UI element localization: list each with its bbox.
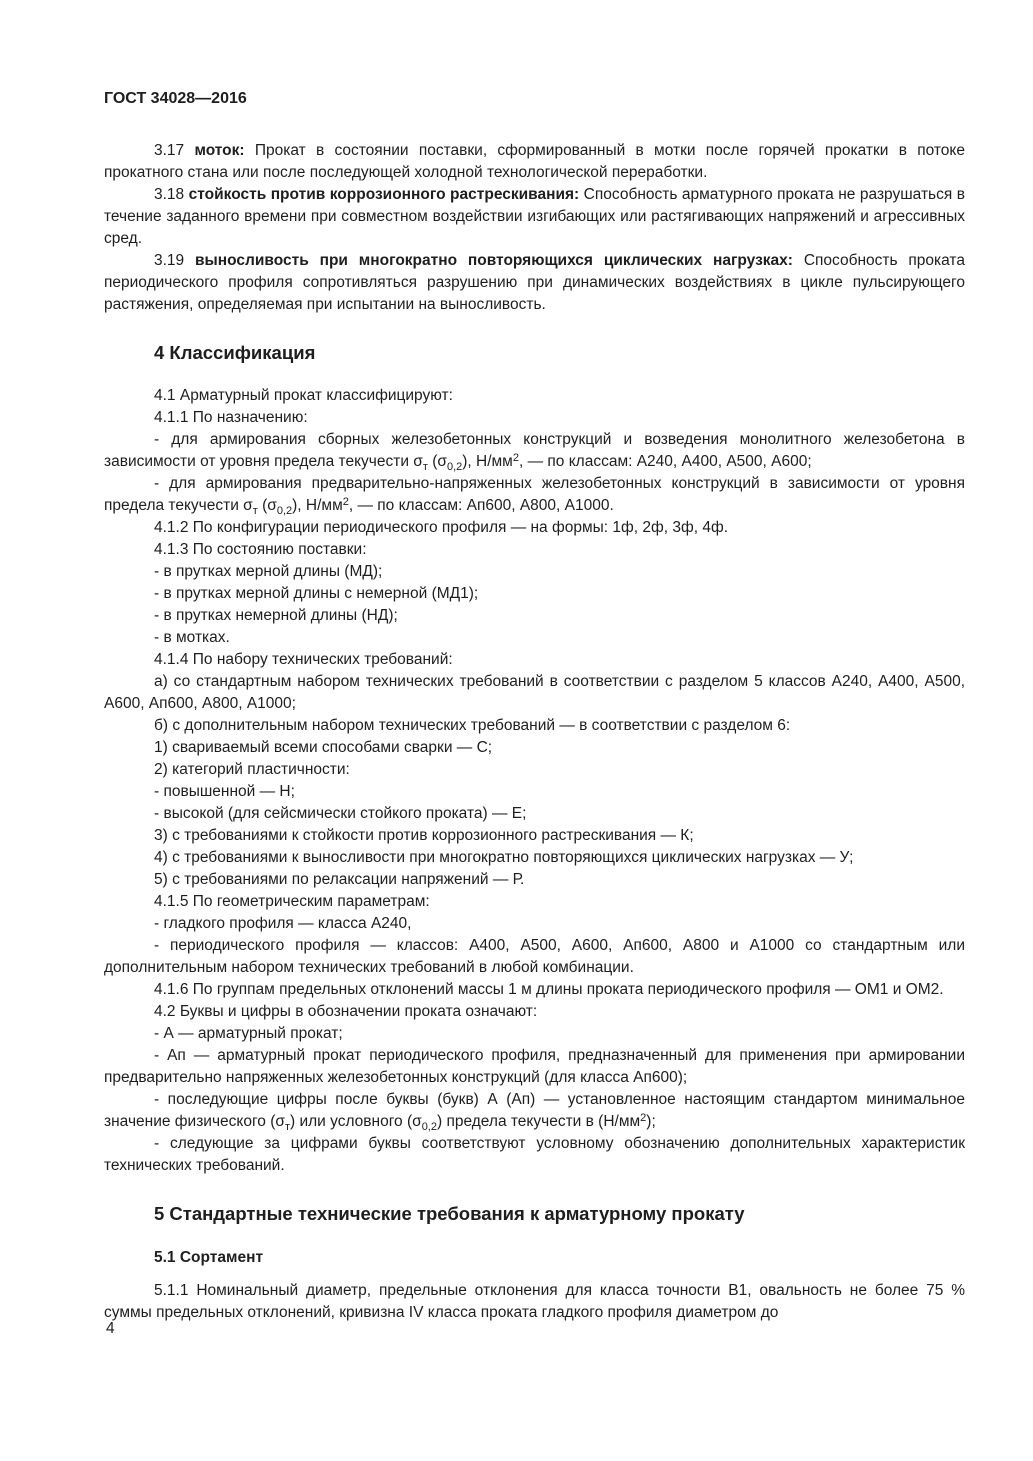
paragraph: - следующие за цифрами буквы соответствуют условному обозначению дополнительных характеристик технических требований. (104, 1135, 965, 1174)
paragraph: - в прутках мерной длины (МД); (154, 563, 383, 580)
paragraph: 3.17 моток: Прокат в состоянии поставки, сформированный в мотки после горячей прокатки в потоке прокатного стана или после последующей холодной технологической переработки. (104, 142, 965, 181)
paragraph: 4.1.3 По состоянию поставки: (154, 541, 367, 558)
section-heading: 4 Классификация (154, 342, 316, 363)
paragraph: 4) с требованиями к выносливости при многократно повторяющихся циклических нагрузках — У; (154, 849, 854, 866)
section-heading: 5 Стандартные технические требования к арматурному прокату (154, 1203, 745, 1224)
paragraph: б) с дополнительным набором технических требований — в соответствии с разделом 6: (154, 717, 791, 734)
subsection-heading: 5.1 Сортамент (154, 1249, 264, 1266)
paragraph: - в прутках мерной длины с немерной (МД1); (154, 585, 479, 602)
paragraph: 3.19 выносливость при многократно повторяющихся циклических нагрузках: Способность проката периодического профиля сопротивляться разрушению при динамических воздействиях в цикле пульсирующего растяжения, определяемая при испытании на выносливость. (104, 252, 965, 313)
document-header: ГОСТ 34028—2016 (104, 90, 247, 107)
paragraph: 4.2 Буквы и цифры в обозначении проката означают: (154, 1003, 538, 1020)
paragraph: 4.1.1 По назначению: (154, 409, 308, 426)
paragraph: - для армирования предварительно-напряженных железобетонных конструкций в зависимости от уровня предела текучести $\sigma_т$ $(\sigma_{0,2})$, $Н/мм^2$, — по классам: Ап600, А800, А1000. (104, 475, 965, 517)
paragraph: 2) категорий пластичности: (154, 761, 350, 778)
paragraph: 4.1.5 По геометрическим параметрам: (154, 893, 430, 910)
paragraph: - высокой (для сейсмически стойкого проката) — Е; (154, 805, 527, 822)
paragraph: 5) с требованиями по релаксации напряжений — Р. (154, 871, 525, 888)
paragraph: 4.1.2 По конфигурации периодического профиля — на формы: 1ф, 2ф, 3ф, 4ф. (154, 519, 729, 536)
paragraph: 4.1.6 По группам предельных отклонений массы 1 м длины проката периодического профиля — ОМ1 и ОМ2. (154, 981, 944, 998)
paragraph: - Ап — арматурный прокат периодического профиля, предназначенный для применения при армировании предварительно напряженных железобетонных конструкций (для класса Ап600); (104, 1047, 965, 1086)
paragraph: 3.18 стойкость против коррозионного растрескивания: Способность арматурного проката не разрушаться в течение заданного времени при совместном воздействии изгибающих или растягивающих напряжений и агрессивных сред. (104, 186, 965, 247)
paragraph: - гладкого профиля — класса А240, (154, 915, 412, 932)
paragraph: - в мотках. (154, 629, 230, 646)
paragraph: а) со стандартным набором технических требований в соответствии с разделом 5 классов А240, А400, А500, А600, Ап600, А800, А1000; (104, 673, 965, 712)
paragraph: - периодического профиля — классов: А400, А500, А600, Ап600, А800 и А1000 со стандартным или дополнительным набором технических требований в любой комбинации. (104, 937, 965, 976)
paragraph: 4.1.4 По набору технических требований: (154, 651, 453, 668)
paragraph: - А — арматурный прокат; (154, 1025, 343, 1042)
paragraph: - в прутках немерной длины (НД); (154, 607, 398, 624)
paragraph: 1) свариваемый всеми способами сварки — С; (154, 739, 493, 756)
paragraph: - последующие цифры после буквы (букв) А (Ап) — установленное настоящим стандартом минимальное значение физического $(\sigma_т)$ или условного $(\sigma_{0,2})$ предела текучести в $(Н/мм^2)$; (104, 1091, 965, 1133)
page-number: 4 (106, 1320, 115, 1337)
paragraph: - повышенной — Н; (154, 783, 295, 800)
paragraph: - для армирования сборных железобетонных конструкций и возведения монолитного железобетона в зависимости от уровня предела текучести $\sigma_т$ $(\sigma_{0,2})$, $Н/мм^2$, — по классам: А240, А400, А500, А600; (104, 431, 965, 473)
paragraph: 5.1.1 Номинальный диаметр, предельные отклонения для класса точности В1, овальность не более 75 % суммы предельных отклонений, кривизна IV класса проката гладкого профиля диаметром до (104, 1282, 965, 1321)
paragraph: 3) с требованиями к стойкости против коррозионного растрескивания — К; (154, 827, 694, 844)
paragraph: 4.1 Арматурный прокат классифицируют: (154, 387, 453, 404)
document-body (104, 140, 965, 1324)
